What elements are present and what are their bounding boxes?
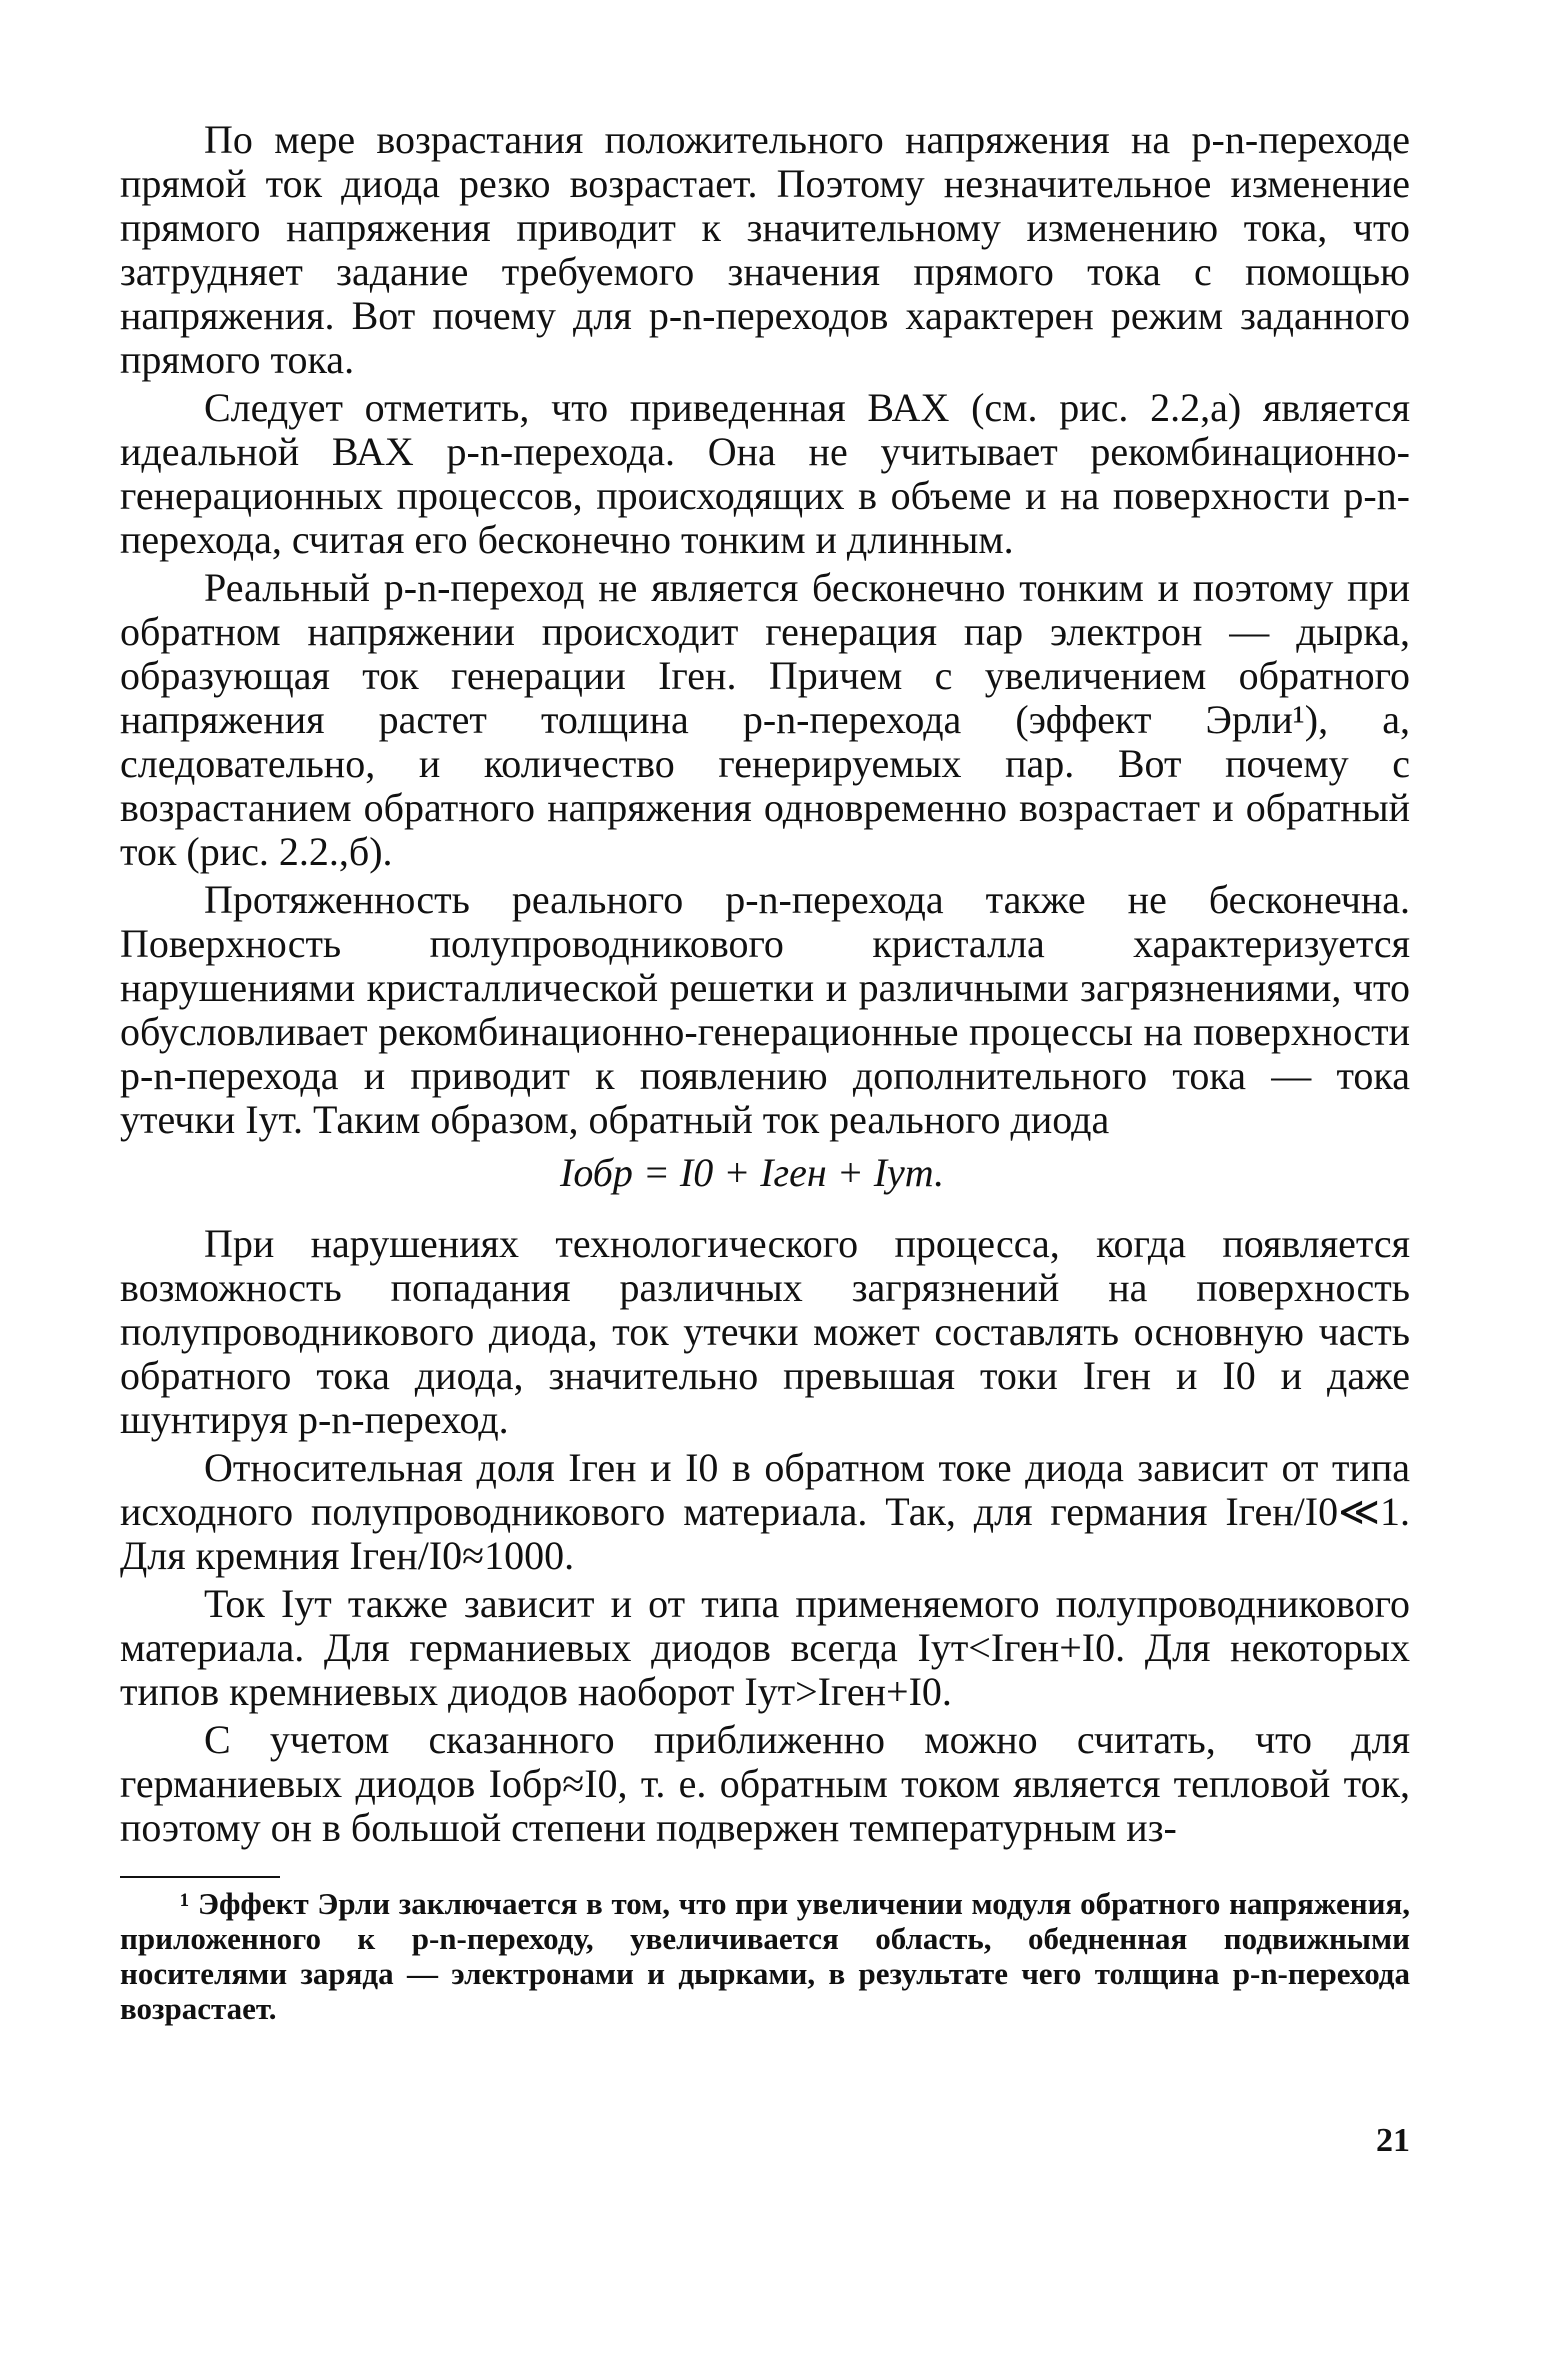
paragraph-3: Реальный p-n-переход не является бесконечно тонким и поэтому при обратном напряжении происходит генерация пар электрон — дырка, образующая ток генерации Iген. Причем с увеличением обратного напряжения растет толщина p-n-перехода (эффект Эрли¹), а, следовательно, и количество генерируемых пар. Вот почему с возрастанием обратного напряжения одновременно возрастает и обратный ток (рис. 2.2.,б). bbox=[120, 565, 1410, 874]
paragraph-1: По мере возрастания положительного напряжения на p-n-переходе прямой ток диода резко возрастает. Поэтому незначительное изменение прямого напряжения приводит к значительному изменению тока, что затрудняет задание требуемого значения прямого тока с помощью напряжения. Вот почему для p-n-переходов характерен режим заданного прямого тока. bbox=[120, 117, 1410, 382]
reverse-current-formula: Iобр = I0 + Iген + Iут. bbox=[560, 1150, 945, 1195]
page-number: 21 bbox=[1376, 2122, 1410, 2159]
paragraph-8: С учетом сказанного приближенно можно считать, что для германиевых диодов Iобр≈I0, т. е. обратным током является тепловой ток, поэтому он в большой степени подвержен температурным из- bbox=[120, 1717, 1410, 1850]
paragraph-6: Относительная доля Iген и I0 в обратном токе диода зависит от типа исходного полупроводникового материала. Так, для германия Iген/I0≪1. Для кремния Iген/I0≈1000. bbox=[120, 1445, 1410, 1578]
footnote-divider bbox=[120, 1876, 280, 1878]
footnote: ¹ Эффект Эрли заключается в том, что при увеличении модуля обратного напряжения, приложенного к p-n-переходу, увеличивается область, обедненная подвижными носителями заряда — электронами и дырками, в результате чего толщина p-n-перехода возрастает. bbox=[120, 1886, 1410, 2026]
paragraph-4: Протяженность реального p-n-перехода также не бесконечна. Поверхность полупроводникового кристалла характеризуется нарушениями кристаллической решетки и различными загрязнениями, что обусловливает рекомбинационно-генерационные процессы на поверхности p-n-перехода и приводит к появлению дополнительного тока — тока утечки Iут. Таким образом, обратный ток реального диода bbox=[120, 877, 1410, 1142]
page-body bbox=[120, 118, 1410, 2026]
paragraph-5: При нарушениях технологического процесса, когда появляется возможность попадания различных загрязнений на поверхность полупроводникового диода, ток утечки может составлять основную часть обратного тока диода, значительно превышая токи Iген и I0 и даже шунтируя p-n-переход. bbox=[120, 1221, 1410, 1442]
paragraph-2: Следует отметить, что приведенная ВАХ (см. рис. 2.2,а) является идеальной ВАХ p-n-перехода. Она не учитывает рекомбинационно-генерационных процессов, происходящих в объеме и на поверхности p-n-перехода, считая его бесконечно тонким и длинным. bbox=[120, 385, 1410, 562]
paragraph-7: Ток Iут также зависит и от типа применяемого полупроводникового материала. Для германиевых диодов всегда Iут<Iген+I0. Для некоторых типов кремниевых диодов наоборот Iут>Iген+I0. bbox=[120, 1581, 1410, 1714]
